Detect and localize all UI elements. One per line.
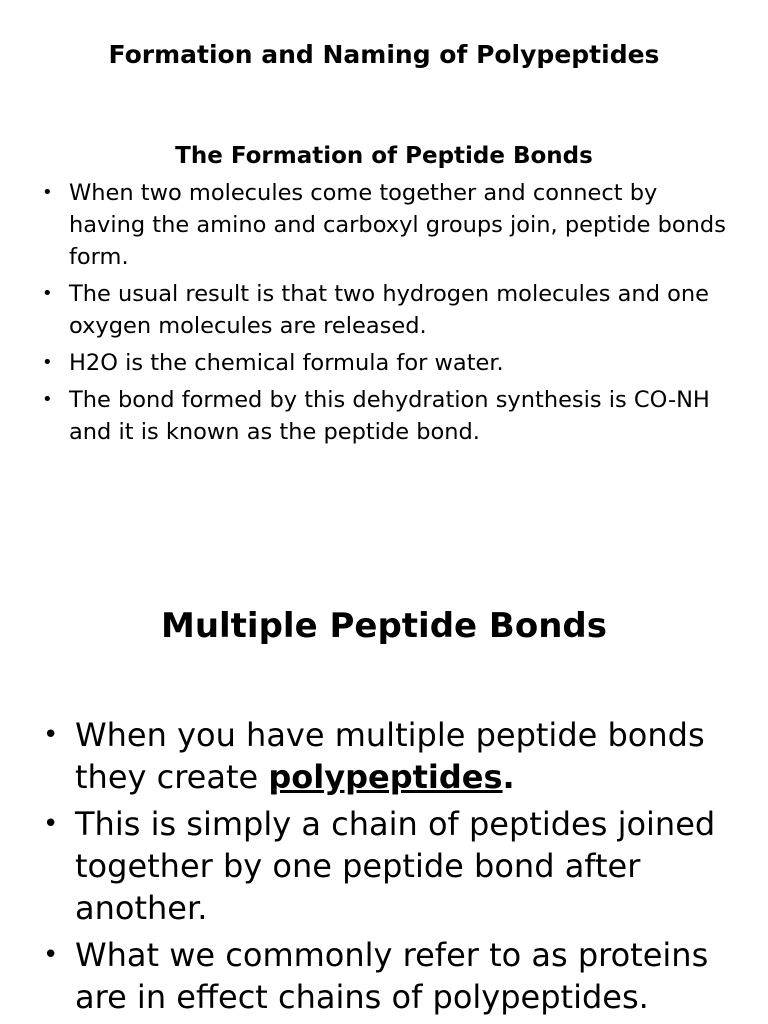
polypeptides-emphasis: polypeptides (268, 758, 503, 796)
list-item-text: H2O is the chemical formula for water. (69, 350, 504, 376)
list-item-text: The bond formed by this dehydration synthesis is CO-NH and it is known as the peptide bond. (69, 387, 710, 445)
list-item (40, 384, 730, 448)
list-item-text: This is simply a chain of peptides joined together by one peptide bond after another. (75, 805, 716, 927)
list-item (40, 347, 730, 379)
document-title: Formation and Naming of Polypeptides (108, 40, 660, 69)
bullet-icon: • (42, 182, 53, 203)
list-item (40, 803, 740, 929)
list-item (40, 278, 730, 342)
list-item-punctuation: . (502, 758, 515, 796)
section-heading-formation: The Formation of Peptide Bonds (175, 143, 593, 169)
bullet-icon: • (42, 389, 53, 410)
list-item-text: What we commonly refer to as proteins are in effect chains of polypeptides. (75, 936, 709, 1016)
list-item-text: When two molecules come together and connect by having the amino and carboxyl groups join, peptide bonds form. (69, 180, 726, 270)
bullet-icon: • (42, 352, 53, 373)
list-item-text: The usual result is that two hydrogen molecules and one oxygen molecules are released. (69, 281, 709, 339)
bullet-icon: • (42, 283, 53, 304)
bullet-icon: • (43, 720, 59, 750)
list-item (40, 934, 740, 1018)
list-item (40, 177, 730, 273)
list-item-text: When you have multiple peptide bonds they create (75, 716, 705, 796)
list-item (40, 714, 740, 798)
multiple-bonds-bullet-list (40, 714, 740, 1023)
bullet-icon: • (43, 809, 59, 839)
bullet-icon: • (43, 940, 59, 970)
formation-bullet-list (40, 177, 730, 453)
section-heading-multiple-peptide-bonds: Multiple Peptide Bonds (160, 606, 607, 646)
